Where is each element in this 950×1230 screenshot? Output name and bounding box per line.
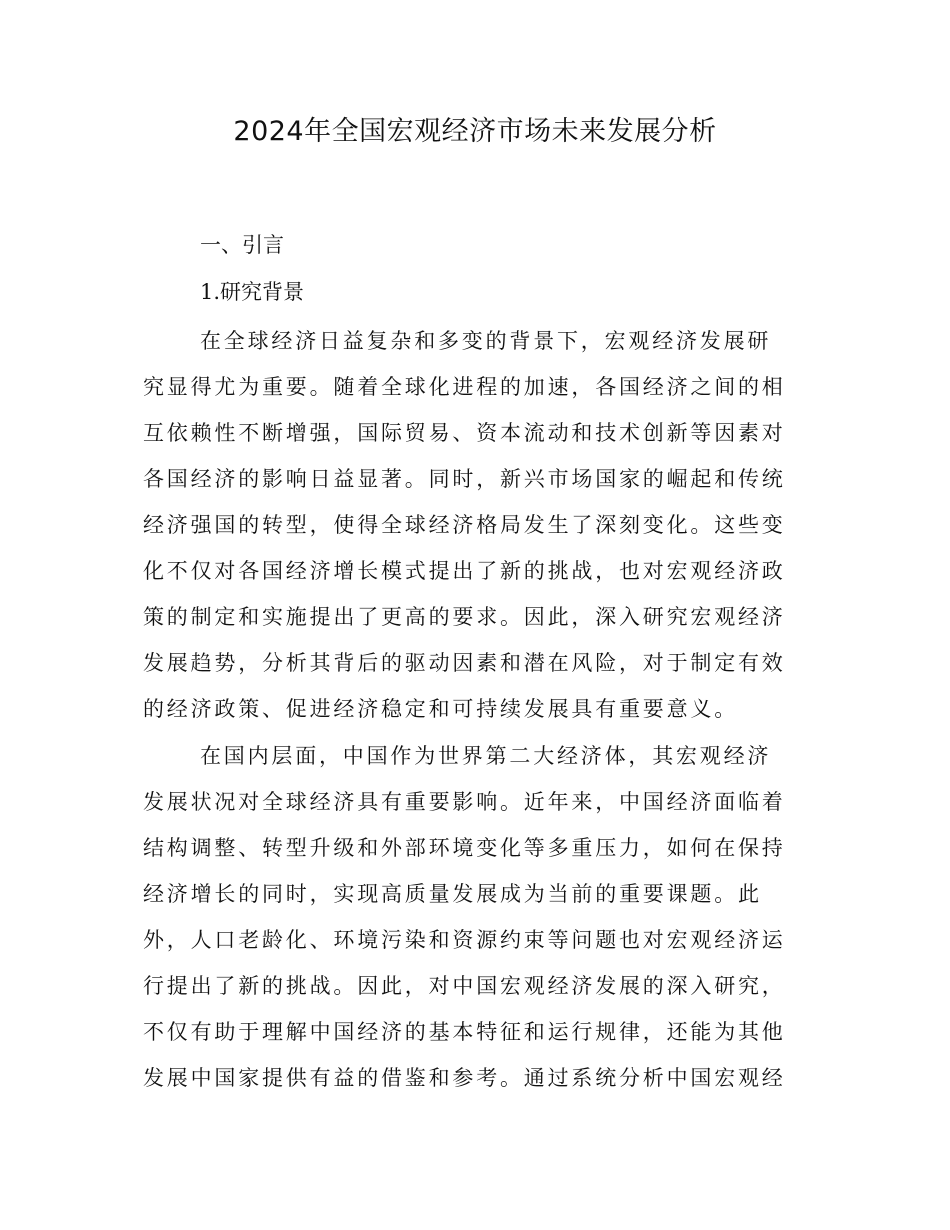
paragraph-line: 究显得尤为重要。随着全球化进程的加速，各国经济之间的相 [143, 375, 786, 399]
paragraph-line: 在国内层面，中国作为世界第二大经济体，其宏观经济 [200, 744, 772, 768]
paragraph-line: 结构调整、转型升级和外部环境变化等多重压力，如何在保持 [143, 836, 786, 860]
paragraph-2 [143, 733, 823, 1101]
paragraph-line: 发展状况对全球经济具有重要影响。近年来，中国经济面临着 [143, 790, 786, 814]
paragraph-line: 策的制定和实施提出了更高的要求。因此，深入研究宏观经济 [143, 605, 786, 629]
paragraph-line: 在全球经济日益复杂和多变的背景下，宏观经济发展研 [200, 329, 772, 353]
document-title: 2024年全国宏观经济市场未来发展分析 [233, 116, 717, 147]
paragraph-line: 发展趋势，分析其背后的驱动因素和潜在风险，对于制定有效 [143, 651, 786, 675]
paragraph-line: 行提出了新的挑战。因此，对中国宏观经济发展的深入研究， [143, 974, 786, 998]
paragraph-1 [143, 318, 823, 732]
section-heading: 一、引言 [200, 233, 284, 257]
paragraph-line: 经济增长的同时，实现高质量发展成为当前的重要课题。此 [143, 882, 762, 906]
paragraph-line: 各国经济的影响日益显著。同时，新兴市场国家的崛起和传统 [143, 467, 786, 491]
paragraph-line: 发展中国家提供有益的借鉴和参考。通过系统分析中国宏观经 [143, 1066, 786, 1090]
paragraph-line: 经济强国的转型，使得全球经济格局发生了深刻变化。这些变 [143, 513, 786, 537]
paragraph-line: 互依赖性不断增强，国际贸易、资本流动和技术创新等因素对 [143, 421, 786, 445]
subsection-heading: 1.研究背景 [200, 280, 305, 304]
paragraph-line: 外，人口老龄化、环境污染和资源约束等问题也对宏观经济运 [143, 928, 786, 952]
paragraph-line: 不仅有助于理解中国经济的基本特征和运行规律，还能为其他 [143, 1020, 786, 1044]
paragraph-line: 的经济政策、促进经济稳定和可持续发展具有重要意义。 [143, 697, 738, 721]
paragraph-line: 化不仅对各国经济增长模式提出了新的挑战，也对宏观经济政 [143, 559, 786, 583]
